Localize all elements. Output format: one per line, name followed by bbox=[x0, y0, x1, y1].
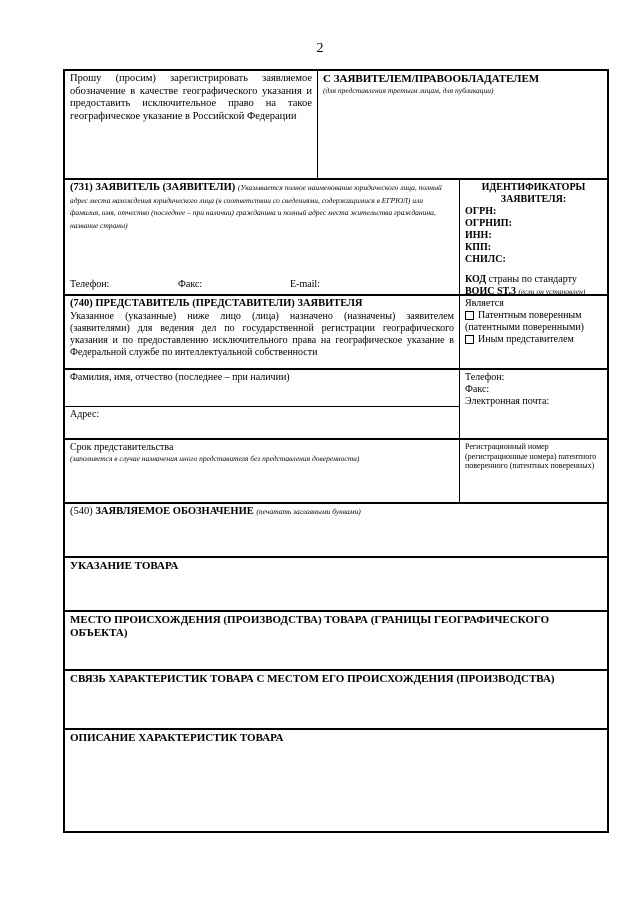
checkbox-other[interactable] bbox=[465, 335, 474, 344]
rep-email-label: Электронная почта: bbox=[465, 396, 550, 407]
rep-fax-label: Факс: bbox=[465, 384, 490, 395]
representative-text: Указанное (указанные) ниже лицо (лица) назначено (назначены) заявителем (заявителями) для ведения дел по государственной регистрации географического указания и по предоставлению исключительного права на географическое указание в Федеральной службе по интеллектуальной собственности bbox=[70, 310, 454, 358]
is-label: Является bbox=[465, 298, 504, 309]
applicant-row bbox=[63, 180, 609, 296]
applicant-field[interactable] bbox=[65, 180, 459, 234]
checkbox-patent[interactable] bbox=[465, 311, 474, 320]
contact-note: (для представления третьим лицам, для публикации) bbox=[323, 86, 494, 96]
applicant-fax-label: Факс: bbox=[178, 279, 203, 290]
representative-row bbox=[63, 296, 609, 370]
applicant-phone-label: Телефон: bbox=[70, 279, 110, 290]
rep-name-field[interactable]: Фамилия, имя, отчество (последнее – при наличии) bbox=[70, 372, 290, 383]
applicant-title: (731) ЗАЯВИТЕЛЬ (ЗАЯВИТЕЛИ) bbox=[70, 182, 236, 193]
link-title: СВЯЗЬ ХАРАКТЕРИСТИК ТОВАРА С МЕСТОМ ЕГО ПРОИСХОЖДЕНИЯ (ПРОИЗВОДСТВА) bbox=[70, 673, 555, 685]
request-text: Прошу (просим) зарегистрировать заявляемое обозначение в качестве географического указания и предоставить исключительное право на такое географическое указание в Российской Федерации bbox=[70, 73, 312, 122]
id-inn: ИНН: bbox=[465, 230, 492, 241]
applicant-ids[interactable]: ИДЕНТИФИКАТОРЫ ЗАЯВИТЕЛЯ: ОГРН: ОГРНИП: ИНН: КПП: СНИЛС: КОД страны по стандарту ВОИС ST.3 (если он установлен) bbox=[459, 180, 607, 294]
request-row bbox=[63, 69, 609, 180]
origin-row[interactable] bbox=[63, 612, 609, 671]
goods-title: УКАЗАНИЕ ТОВАРА bbox=[70, 560, 179, 572]
applicant-note: (Указывается полное наименование юридического лица, полный адрес места нахождения юридического лица (в соответствии со сведениями, содержащимися в ЕГРЮЛ) или фамилия, имя, отчество (последнее – при наличии) гражданина и полный адрес места жительства гражданина, название страны) bbox=[70, 183, 442, 230]
designation-note: (печатать заглавными буквами) bbox=[256, 507, 361, 516]
representative-info bbox=[65, 296, 459, 368]
link-row[interactable] bbox=[63, 671, 609, 730]
description-row[interactable] bbox=[63, 730, 609, 833]
goods-row[interactable] bbox=[63, 558, 609, 612]
opt-other[interactable]: Иным представителем bbox=[465, 334, 602, 346]
designation-title: ЗАЯВЛЯЕМОЕ ОБОЗНАЧЕНИЕ bbox=[95, 506, 254, 517]
rep-name-row bbox=[63, 370, 609, 440]
id-ogrnip: ОГРНИП: bbox=[465, 218, 512, 229]
rep-phone-label: Телефон: bbox=[465, 372, 505, 383]
applicant-main bbox=[65, 180, 459, 294]
designation-row[interactable]: (540) ЗАЯВЛЯЕМОЕ ОБОЗНАЧЕНИЕ (печатать заглавными буквами) bbox=[63, 504, 609, 558]
wipo-note: (если он установлен) bbox=[518, 287, 586, 296]
description-title: ОПИСАНИЕ ХАРАКТЕРИСТИК ТОВАРА bbox=[70, 732, 284, 744]
rep-contacts[interactable] bbox=[459, 370, 607, 438]
representative-type bbox=[459, 296, 607, 368]
term-label: Срок представительства bbox=[70, 442, 174, 453]
id-kpp: КПП: bbox=[465, 242, 492, 253]
id-snils: СНИЛС: bbox=[465, 254, 506, 265]
id-ogrn: ОГРН: bbox=[465, 206, 497, 217]
rep-name-address bbox=[65, 370, 459, 438]
page-number: 2 bbox=[316, 41, 324, 56]
representative-title: (740) ПРЕДСТАВИТЕЛЬ (ПРЕДСТАВИТЕЛИ) ЗАЯВИТЕЛЯ bbox=[70, 298, 363, 309]
contact-block[interactable] bbox=[317, 71, 607, 178]
opt-patent[interactable]: Патентным поверенным (патентными поверенными) bbox=[465, 310, 584, 333]
origin-title: МЕСТО ПРОИСХОЖДЕНИЯ (ПРОИЗВОДСТВА) ТОВАРА (ГРАНИЦЫ ГЕОГРАФИЧЕСКОГО ОБЪЕКТА) bbox=[70, 614, 550, 640]
rep-term-field[interactable] bbox=[65, 440, 459, 502]
ids-title: ИДЕНТИФИКАТОРЫ ЗАЯВИТЕЛЯ: bbox=[481, 182, 586, 205]
reg-number-field[interactable]: Регистрационный номер (регистрационные номера) патентного поверенного (патентных поверенных) bbox=[459, 440, 607, 502]
application-form bbox=[63, 69, 609, 833]
applicant-email-label: E-mail: bbox=[290, 279, 320, 290]
term-note: (заполняется в случае назначения иного представителя без представления доверенности) bbox=[70, 454, 360, 463]
rep-address-field[interactable]: Адрес: bbox=[65, 406, 459, 438]
rep-term-row bbox=[63, 440, 609, 504]
applicant-contacts bbox=[65, 277, 459, 294]
contact-title: С ЗАЯВИТЕЛЕМ/ПРАВООБЛАДАТЕЛЕМ bbox=[323, 73, 540, 85]
wipo-label: ВОИС ST.3 bbox=[465, 286, 516, 297]
